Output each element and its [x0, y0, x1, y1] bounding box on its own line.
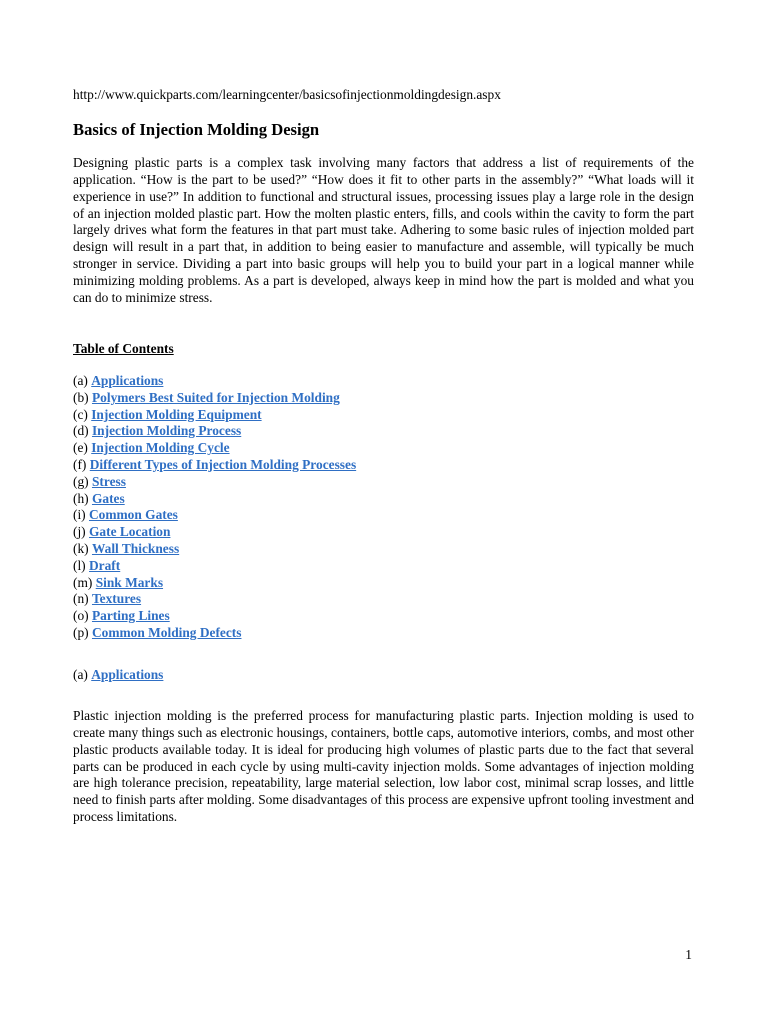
toc-item-prefix: (g)	[73, 473, 92, 489]
toc-item	[73, 440, 356, 457]
toc-item	[73, 524, 356, 541]
page-title: Basics of Injection Molding Design	[73, 120, 320, 139]
toc-link-molding-defects[interactable]: Common Molding Defects	[91, 624, 242, 640]
toc-link-common-gates[interactable]: Common Gates	[89, 507, 178, 523]
toc-item	[73, 491, 356, 508]
toc-item	[73, 507, 356, 524]
section-link-applications[interactable]: Applications	[91, 667, 164, 682]
toc-item-prefix: (a)	[73, 373, 92, 388]
toc-link-parting-lines[interactable]: Parting Lines	[91, 608, 170, 624]
toc-link-polymers[interactable]: Polymers Best Suited for Injection Molding	[91, 389, 340, 405]
toc-link-stress[interactable]: Stress	[91, 473, 126, 489]
toc-link-wall-thickness[interactable]: Wall Thickness	[91, 540, 180, 556]
toc-item-prefix: (p)	[73, 624, 92, 640]
toc-item-prefix: (f)	[73, 456, 90, 472]
toc-item-prefix: (m)	[73, 574, 96, 590]
toc-link-draft[interactable]: Draft	[89, 557, 121, 573]
toc-item	[73, 558, 356, 575]
toc-link-sink-marks[interactable]: Sink Marks	[95, 574, 164, 590]
toc-item	[73, 373, 356, 390]
toc-link-process[interactable]: Injection Molding Process	[91, 423, 242, 439]
source-url: http://www.quickparts.com/learningcenter/basicsofinjectionmoldingdesign.aspx	[73, 87, 501, 102]
toc-item	[73, 457, 356, 474]
toc-item	[73, 390, 356, 407]
toc-item	[73, 591, 356, 608]
document-page	[73, 0, 694, 1024]
toc-item-prefix: (e)	[73, 440, 92, 456]
table-of-contents	[73, 373, 356, 642]
toc-link-gate-location[interactable]: Gate Location	[89, 524, 171, 540]
toc-heading: Table of Contents	[73, 341, 174, 356]
toc-item-prefix: (h)	[73, 490, 92, 506]
toc-item-prefix: (k)	[73, 540, 92, 556]
toc-item-prefix: (n)	[73, 591, 92, 607]
toc-link-textures[interactable]: Textures	[91, 591, 142, 607]
toc-item-prefix: (d)	[73, 423, 92, 439]
toc-item	[73, 575, 356, 592]
toc-link-process-types[interactable]: Different Types of Injection Molding Processes	[89, 456, 357, 472]
toc-link-equipment[interactable]: Injection Molding Equipment	[91, 406, 262, 422]
toc-item-prefix: (c)	[73, 406, 92, 422]
toc-item-prefix: (l)	[73, 557, 89, 573]
toc-item	[73, 625, 356, 642]
toc-item	[73, 541, 356, 558]
toc-item	[73, 423, 356, 440]
toc-item-prefix: (j)	[73, 524, 89, 540]
section-prefix: (a)	[73, 667, 92, 682]
toc-item	[73, 608, 356, 625]
toc-link-applications[interactable]: Applications	[91, 373, 164, 388]
toc-item-prefix: (i)	[73, 507, 89, 523]
toc-item-prefix: (o)	[73, 608, 92, 624]
toc-link-cycle[interactable]: Injection Molding Cycle	[91, 440, 230, 456]
section-heading-applications	[73, 666, 163, 683]
applications-paragraph: Plastic injection molding is the preferred process for manufacturing plastic parts. Injection molding is used to create many things such as electronic housings, containers, bottle caps, automotive interiors, combs, and most other plastic products available today. It is ideal for producing high volumes of plastic parts due to the fact that several parts can be produced in each cycle by using multi-cavity injection molds. Some advantages of injection molding are high tolerance precision, repeatability, large material selection, low labor cost, minimal scrap losses, and little need to finish parts after molding. Some disadvantages of this process are expensive upfront tooling investment and process limitations.	[73, 708, 694, 825]
toc-item	[73, 407, 356, 424]
toc-item-prefix: (b)	[73, 389, 92, 405]
toc-item	[73, 474, 356, 491]
page-number: 1	[685, 947, 692, 962]
toc-link-gates[interactable]: Gates	[91, 490, 125, 506]
intro-paragraph: Designing plastic parts is a complex task involving many factors that address a list of requirements of the application. “How is the part to be used?” “How does it fit to other parts in the assembly?” “What loads will it experience in use?” In addition to functional and structural issues, processing issues play a large role in the design of an injection molded plastic part. How the molten plastic enters, fills, and cools within the cavity to form the part largely drives what form the features in that part must take. Adhering to some basic rules of injection molded part design will result in a part that, in addition to being easier to manufacture and assemble, will typically be much stronger in service. Dividing a part into basic groups will help you to build your part in a logical manner while minimizing molding problems. As a part is developed, always keep in mind how the part is molded and what you can do to minimize stress.	[73, 155, 694, 305]
